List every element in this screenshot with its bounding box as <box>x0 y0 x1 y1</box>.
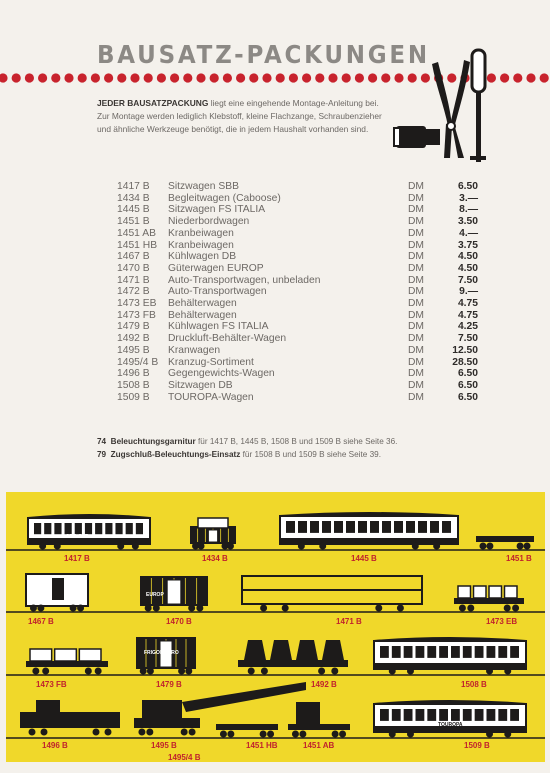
item-price: 7.50 <box>457 274 478 286</box>
item-price: 4.50 <box>457 262 478 274</box>
item-price: 4.75 <box>457 309 478 321</box>
wagon-1496 <box>20 700 120 736</box>
item-code: 1471 B <box>117 274 150 286</box>
wagon-label: 1434 B <box>202 554 228 563</box>
item-price: 4.25 <box>457 321 478 333</box>
wagon-1451-hb <box>216 724 278 738</box>
item-currency: DM <box>408 181 425 192</box>
item-code: 1472 B <box>117 286 150 298</box>
list-item <box>117 286 478 298</box>
list-item <box>117 310 478 322</box>
list-item <box>117 228 478 240</box>
item-price: 3.50 <box>457 216 478 228</box>
item-currency: DM <box>408 286 425 298</box>
wagon-label: 1417 B <box>64 554 90 563</box>
list-item <box>117 181 478 193</box>
divider-dot <box>355 73 364 82</box>
item-code: 1496 B <box>117 368 150 380</box>
item-currency: DM <box>408 309 425 321</box>
item-code: 1473 FB <box>117 309 156 321</box>
pliers-screwdriver-flashlight-icon <box>392 46 502 166</box>
item-code: 1495/4 B <box>117 356 159 368</box>
item-name: Kranwagen <box>168 344 221 356</box>
item-code: 1492 B <box>117 333 150 345</box>
list-item <box>117 392 478 404</box>
divider-dot <box>25 73 34 82</box>
divider-dot <box>381 73 390 82</box>
list-item <box>117 216 478 228</box>
divider-dot <box>38 73 47 82</box>
divider-dot <box>262 73 271 82</box>
divider-dot <box>540 73 549 82</box>
item-currency: DM <box>408 344 425 356</box>
item-name: Auto-Transportwagen <box>168 286 267 298</box>
item-price: 9.— <box>459 286 478 298</box>
item-price: 28.50 <box>452 356 478 368</box>
list-item <box>117 380 478 392</box>
divider-dot <box>249 73 258 82</box>
item-code: 1470 B <box>117 262 150 274</box>
item-name: Druckluft-Behälter-Wagen <box>168 333 287 345</box>
wagon-label: 1445 B <box>351 554 377 563</box>
divider-dot <box>91 73 100 82</box>
item-name: Begleitwagen (Caboose) <box>168 192 281 204</box>
item-currency: DM <box>408 298 425 310</box>
item-price: 4.50 <box>457 251 478 263</box>
item-currency: DM <box>408 379 425 391</box>
wagon-label: 1473 EB <box>486 617 518 626</box>
wagon-1451 <box>476 536 534 550</box>
item-code: 1417 B <box>117 181 150 192</box>
item-code: 1467 B <box>117 251 150 263</box>
note-number: 79 <box>97 449 107 459</box>
item-code: 1434 B <box>117 192 150 204</box>
item-price: 3.— <box>459 192 478 204</box>
wagon-1471 <box>242 576 422 612</box>
item-name: Güterwagen EUROP <box>168 262 264 274</box>
item-name: Kühlwagen FS ITALIA <box>168 321 269 333</box>
list-item <box>117 204 478 216</box>
car-lettering: SBB-CFF <box>66 534 88 540</box>
item-code: 1479 B <box>117 321 150 333</box>
list-item <box>117 368 478 380</box>
divider-dot <box>223 73 232 82</box>
wagon-label: 1451 AB <box>303 741 335 750</box>
item-price: 4.75 <box>457 298 478 310</box>
list-item <box>117 193 478 205</box>
item-price: 6.50 <box>457 368 478 380</box>
note-number: 74 <box>97 437 107 446</box>
item-code: 1509 B <box>117 391 150 403</box>
list-item <box>117 357 478 369</box>
item-currency: DM <box>408 321 425 333</box>
notes-section <box>97 436 397 461</box>
note-79 <box>97 449 397 462</box>
item-currency: DM <box>408 239 425 251</box>
divider-dot <box>117 73 126 82</box>
wagon-label: 1495/4 B <box>168 753 201 762</box>
item-currency: DM <box>408 216 425 228</box>
intro-lead: JEDER BAUSATZPACKUNG <box>97 98 209 108</box>
divider-dot <box>104 73 113 82</box>
item-price: 12.50 <box>452 344 478 356</box>
item-price: 7.50 <box>457 333 478 345</box>
wagon-1467 <box>26 574 88 612</box>
item-price: 6.50 <box>457 181 478 192</box>
item-name: Sitzwagen SBB <box>168 181 239 192</box>
wagon-illustrations-panel <box>6 492 545 762</box>
divider-dot <box>183 73 192 82</box>
item-name: Kranbeiwagen <box>168 239 234 251</box>
item-name: Gegengewichts-Wagen <box>168 368 275 380</box>
item-currency: DM <box>408 356 425 368</box>
list-item <box>117 275 478 287</box>
list-item <box>117 251 478 263</box>
wagon-1473-fb <box>26 649 108 675</box>
wagon-label: 1509 B <box>464 741 490 750</box>
wagon-1445 <box>280 513 458 550</box>
wagon-label: 1508 B <box>461 680 487 689</box>
divider-dot <box>315 73 324 82</box>
divider-dot <box>276 73 285 82</box>
intro-text: liegt eine eingehende Montage-Anleitung bei. Zur Montage werden lediglich Klebstoff, kleine Flachzange, Schraubenzieher und ähnliche Werkzeuge benötigt, die in jedem Haushalt vorhanden sind. <box>97 98 382 134</box>
wagon-label: 1473 FB <box>36 680 67 689</box>
divider-dot <box>302 73 311 82</box>
item-name: Kühlwagen DB <box>168 251 237 263</box>
list-item <box>117 345 478 357</box>
wagon-label: 1496 B <box>42 741 68 750</box>
item-code: 1451 B <box>117 216 150 228</box>
note-text: für 1508 B und 1509 B siehe Seite 39. <box>242 449 381 459</box>
note-74 <box>97 436 397 449</box>
item-currency: DM <box>408 262 425 274</box>
item-currency: DM <box>408 368 425 380</box>
item-code: 1451 HB <box>117 239 158 251</box>
item-price: 3.75 <box>457 239 478 251</box>
note-title: Beleuchtungsgarnitur <box>110 437 196 446</box>
intro-paragraph <box>97 97 387 136</box>
item-name: Niederbordwagen <box>168 216 250 228</box>
divider-dot <box>78 73 87 82</box>
wagon-label: 1451 HB <box>246 741 278 750</box>
item-name: Kranzug-Sortiment <box>168 356 254 368</box>
wagon-1509 <box>374 701 526 738</box>
item-price: 8.— <box>459 204 478 216</box>
wagon-label: 1467 B <box>28 617 54 626</box>
item-currency: DM <box>408 391 425 403</box>
wagon-silhouettes <box>6 492 545 762</box>
divider-dot <box>289 73 298 82</box>
item-currency: DM <box>408 333 425 345</box>
item-price: 6.50 <box>457 391 478 403</box>
wagon-1417 <box>28 515 150 550</box>
divider-dot <box>210 73 219 82</box>
divider-dot <box>64 73 73 82</box>
wagon-1492 <box>238 640 348 675</box>
wagon-label: 1470 B <box>166 617 192 626</box>
divider-dot <box>170 73 179 82</box>
wagon-1473-eb <box>454 586 524 612</box>
price-list <box>117 181 478 403</box>
divider-dot <box>130 73 139 82</box>
wagon-label: 1471 B <box>336 617 362 626</box>
item-currency: DM <box>408 192 425 204</box>
divider-dot <box>368 73 377 82</box>
wagon-label: 1492 B <box>311 680 337 689</box>
wagon-1434 <box>190 518 236 550</box>
car-lettering: EUROP <box>146 592 164 598</box>
item-name: Sitzwagen DB <box>168 379 233 391</box>
item-name: Auto-Transportwagen, unbeladen <box>168 274 321 286</box>
divider-dot <box>12 73 21 82</box>
item-currency: DM <box>408 204 425 216</box>
list-item <box>117 333 478 345</box>
wagon-label: 1495 B <box>151 741 177 750</box>
divider-dot <box>0 73 8 82</box>
item-name: Sitzwagen FS ITALIA <box>168 204 266 216</box>
list-item <box>117 263 478 275</box>
car-lettering: TOUROPA <box>438 722 463 728</box>
item-currency: DM <box>408 274 425 286</box>
item-currency: DM <box>408 227 425 239</box>
item-name: Kranbeiwagen <box>168 227 234 239</box>
item-code: 1473 EB <box>117 298 157 310</box>
item-code: 1495 B <box>117 344 150 356</box>
car-lettering: FRIGORIFERO <box>144 650 179 656</box>
item-price: 6.50 <box>457 379 478 391</box>
page-title: BAUSATZ-PACKUNGEN <box>97 40 430 69</box>
note-text: für 1417 B, 1445 B, 1508 B und 1509 B siehe Seite 36. <box>198 437 398 446</box>
divider-dot <box>342 73 351 82</box>
divider-dot <box>144 73 153 82</box>
wagon-1451-ab <box>288 702 350 738</box>
divider-dot <box>236 73 245 82</box>
divider-dot <box>196 73 205 82</box>
item-currency: DM <box>408 251 425 263</box>
item-code: 1445 B <box>117 204 150 216</box>
item-name: TOUROPA-Wagen <box>168 391 254 403</box>
divider-dot <box>513 73 522 82</box>
divider-dot <box>157 73 166 82</box>
wagon-label: 1479 B <box>156 680 182 689</box>
list-item <box>117 321 478 333</box>
divider-dot <box>328 73 337 82</box>
item-name: Behälterwagen <box>168 309 237 321</box>
wagon-label: 1451 B <box>506 554 532 563</box>
item-code: 1451 AB <box>117 227 156 239</box>
wagon-1508 <box>374 638 526 675</box>
item-price: 4.— <box>459 227 478 239</box>
item-code: 1508 B <box>117 379 150 391</box>
note-title: Zugschluß-Beleuchtungs-Einsatz <box>110 449 241 459</box>
divider-dot <box>526 73 535 82</box>
item-name: Behälterwagen <box>168 298 237 310</box>
list-item <box>117 298 478 310</box>
list-item <box>117 240 478 252</box>
divider-dot <box>51 73 60 82</box>
